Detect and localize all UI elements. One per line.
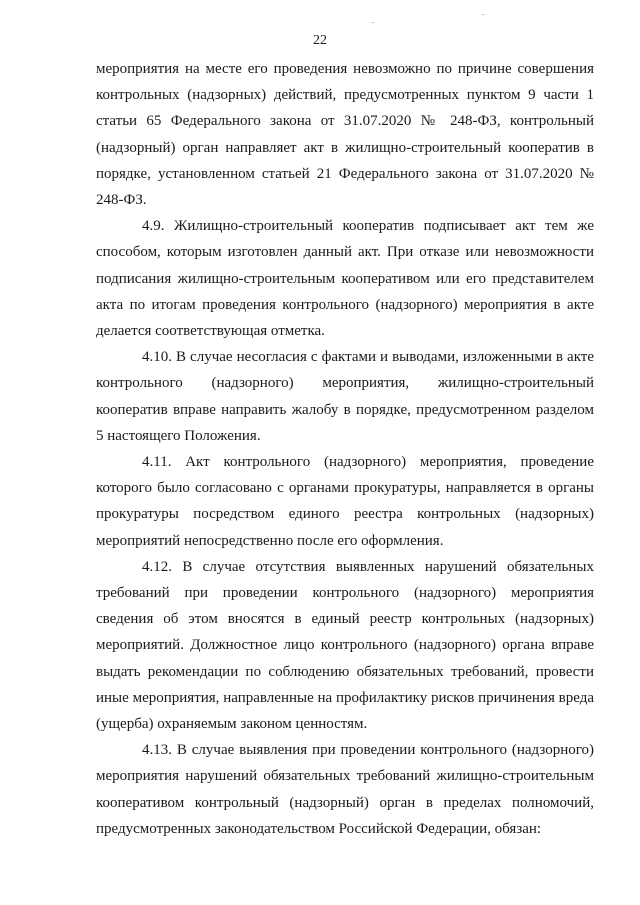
document-body: [96, 56, 594, 842]
paragraph-continuation: мероприятия на месте его проведения невозможно по причине совершения контрольных (надзорных) действий, предусмотренных пунктом 9 части 1 статьи 65 Федерального закона от 31.07.2020 № 248-ФЗ, контрольный (надзорный) орган направляет акт в жилищно-строительный кооператив в порядке, установленном статьей 21 Федерального закона от 31.07.2020 № 248-ФЗ.: [96, 61, 594, 209]
paragraph-4-12: 4.12. В случае отсутствия выявленных нарушений обязательных требований при проведении контрольного (надзорного) мероприятия сведения об этом вносятся в единый реестр контрольных (надзорных) мероприятий. Должностное лицо контрольного (надзорного) органа вправе выдать рекомендации по соблюдению обязательных требований, провести иные мероприятия, направленные на профилактику рисков причинения вреда (ущерба) охраняемым законом ценностям.: [96, 558, 594, 733]
scan-speck: [482, 14, 484, 15]
paragraph-4-10: 4.10. В случае несогласия с фактами и выводами, изложенными в акте контрольного (надзорного) мероприятия, жилищно-строительный кооператив вправе направить жалобу в порядке, предусмотренном разделом 5 настоящего Положения.: [96, 349, 594, 444]
paragraph-4-11: 4.11. Акт контрольного (надзорного) мероприятия, проведение которого было согласовано с органами прокуратуры, направляется в органы прокуратуры посредством единого реестра контрольных (надзорных) мероприятий непосредственно после его оформления.: [96, 454, 594, 549]
scan-speck: [372, 22, 374, 23]
paragraph-4-13: 4.13. В случае выявления при проведении контрольного (надзорного) мероприятия нарушений обязательных требований жилищно-строительным кооперативом контрольный (надзорный) орган в пределах полномочий, предусмотренных законодательством Российской Федерации, обязан:: [96, 742, 594, 837]
page-number: 22: [313, 33, 327, 48]
paragraph-4-9: 4.9. Жилищно-строительный кооператив подписывает акт тем же способом, которым изготовлен данный акт. При отказе или невозможности подписания жилищно-строительным кооперативом или его представителем акта по итогам проведения контрольного (надзорного) мероприятия в акте делается соответствующая отметка.: [96, 218, 594, 340]
